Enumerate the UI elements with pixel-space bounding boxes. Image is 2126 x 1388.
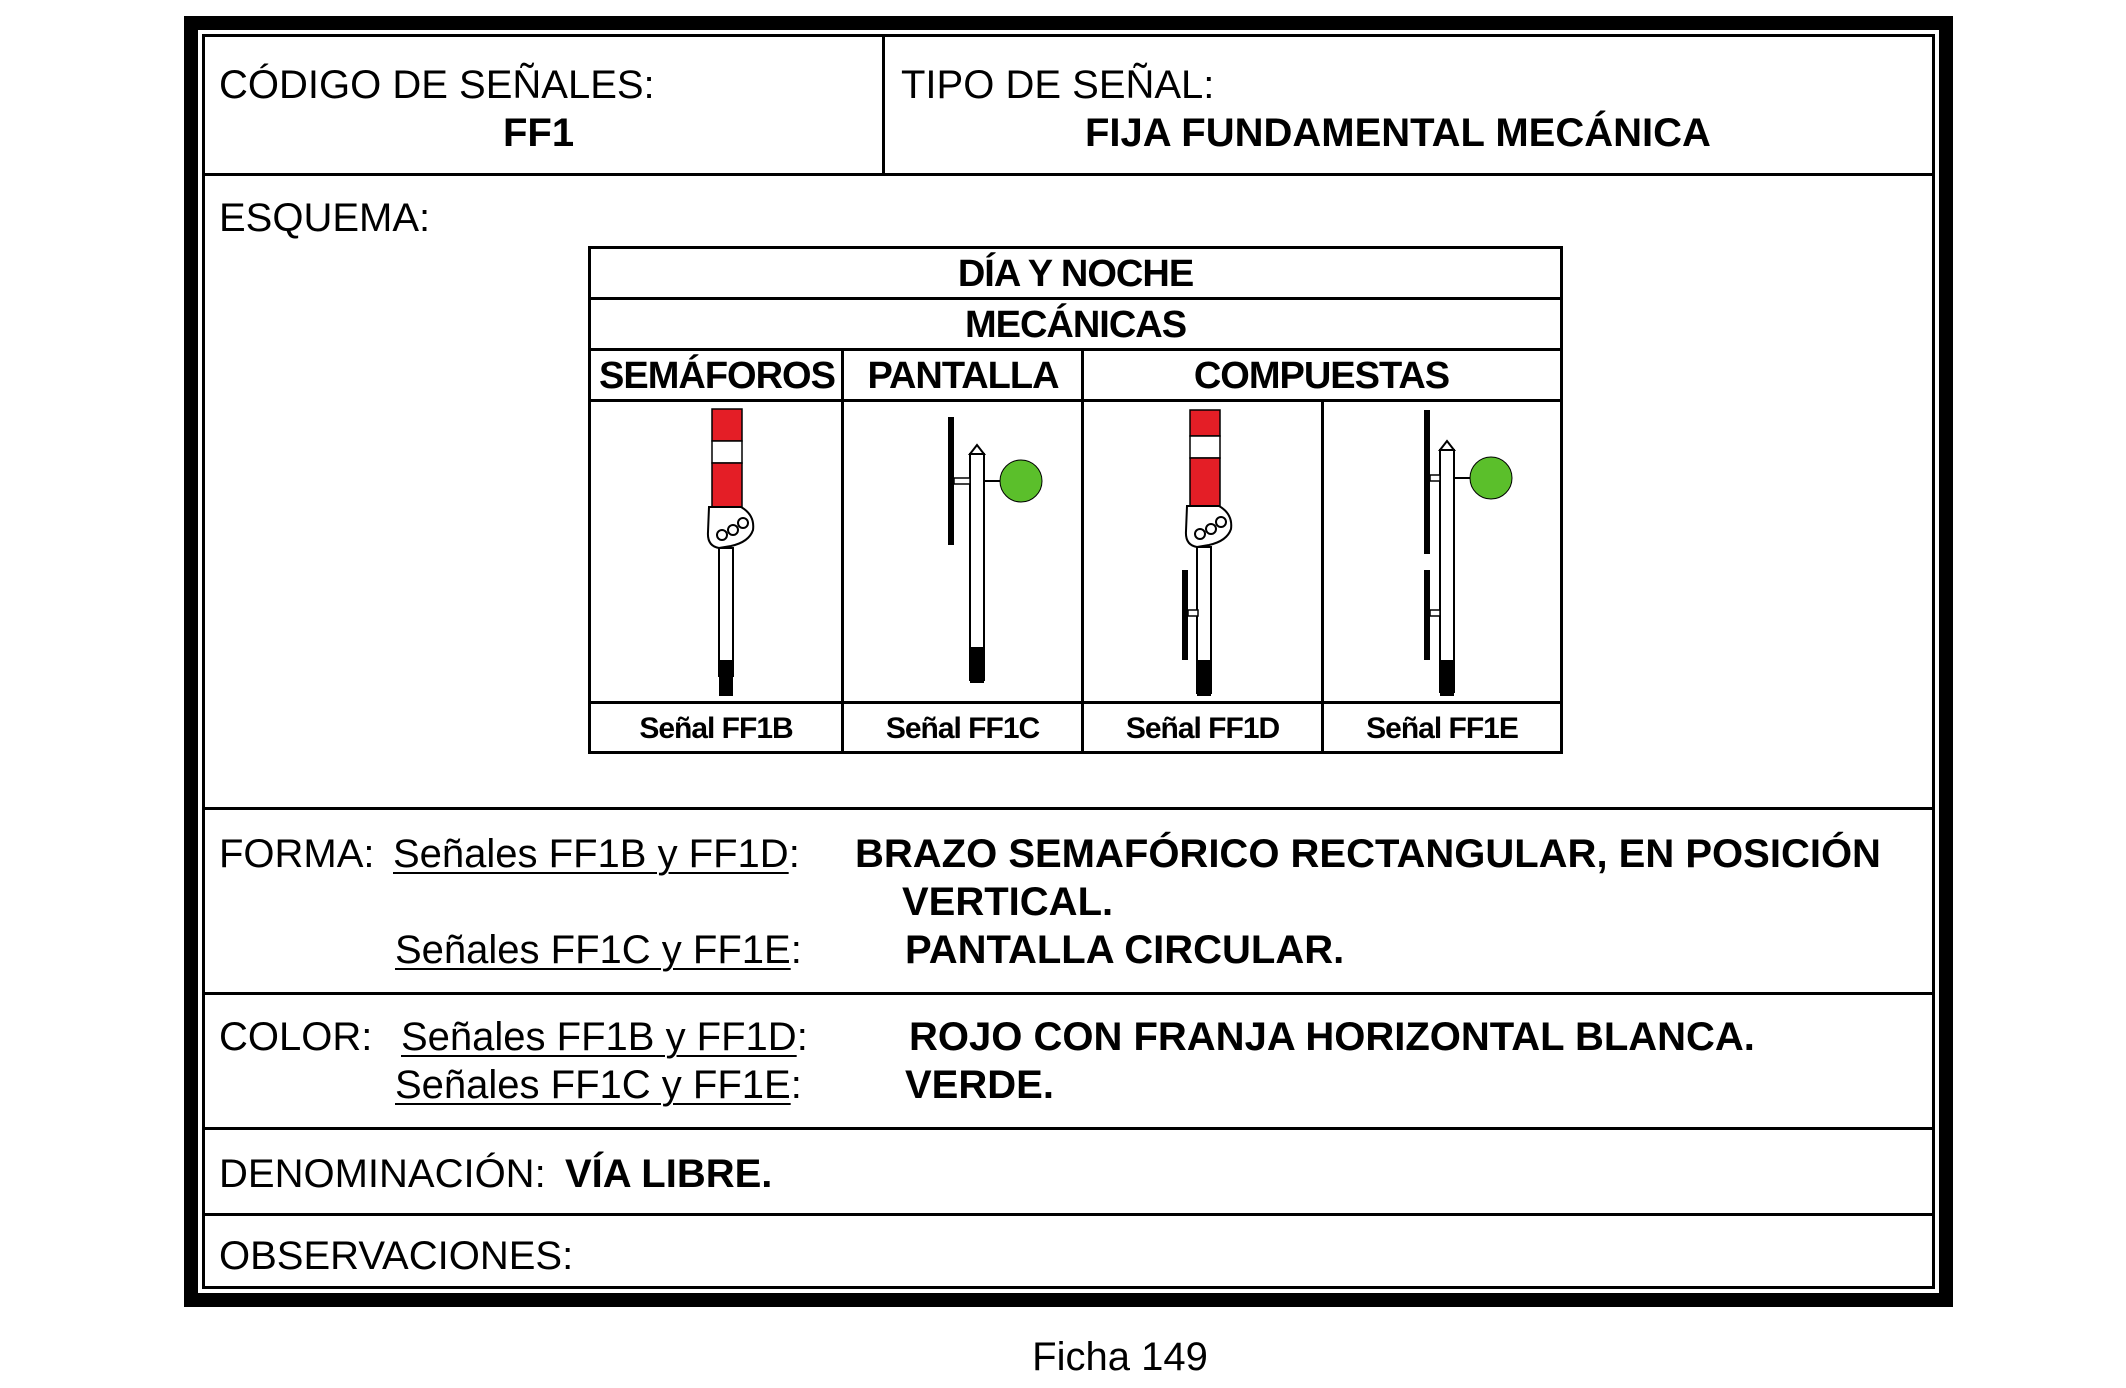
signals-table [588,246,1563,754]
codigo-label: CÓDIGO DE SEÑALES: [219,63,655,107]
codigo-value: FF1 [503,111,575,155]
signal-captions-row [591,704,1560,754]
color-value-1: ROJO CON FRANJA HORIZONTAL BLANCA. [909,1015,1755,1059]
esquema-label: ESQUEMA: [219,196,431,240]
color-label: COLOR: [219,1015,373,1059]
tipo-value: FIJA FUNDAMENTAL MECÁNICA [1085,111,1711,155]
forma-label: FORMA: [219,832,375,876]
col-compuestas: COMPUESTAS [1193,355,1450,397]
denominacion-row [205,1130,1932,1216]
header-row [205,37,1932,176]
signal-images-row [591,402,1560,704]
observaciones-row [205,1216,1932,1296]
tipo-label: TIPO DE SEÑAL: [901,63,1215,107]
table-column-headers [591,351,1560,402]
signal-ff1b-semaphore-icon [591,402,841,704]
col-semaforos: SEMÁFOROS [599,355,835,397]
caption-ff1d: Señal FF1D [1125,712,1280,745]
color-value-2: VERDE. [905,1063,1054,1107]
color-signals-ff1c-ff1e: Señales FF1C y FF1E: [395,1063,802,1107]
table-title-mecanicas: MECÁNICAS [591,300,1560,351]
observaciones-label: OBSERVACIONES: [219,1234,574,1278]
signal-ff1e-composite-screen-icon [1324,402,1560,704]
caption-ff1c: Señal FF1C [885,712,1040,745]
caption-ff1e: Señal FF1E [1366,712,1518,745]
ficha-number: Ficha 149 [1032,1335,1208,1379]
signal-ff1c-screen-icon [844,402,1081,704]
denominacion-label: DENOMINACIÓN: [219,1152,546,1196]
signal-card-frame [184,16,1953,1307]
forma-value-1-cont: VERTICAL. [902,880,1114,924]
forma-signals-ff1c-ff1e: Señales FF1C y FF1E: [395,928,802,972]
forma-value-2: PANTALLA CIRCULAR. [905,928,1345,972]
table-title-dia-noche: DÍA Y NOCHE [591,249,1560,300]
forma-row [205,810,1932,995]
col-pantalla: PANTALLA [867,355,1059,397]
color-row [205,995,1932,1130]
esquema-row [205,176,1932,810]
signal-card [202,34,1935,1289]
color-signals-ff1b-ff1d: Señales FF1B y FF1D: [401,1015,808,1059]
denominacion-value: VÍA LIBRE. [565,1152,773,1196]
signal-ff1d-composite-semaphore-icon [1084,402,1321,704]
caption-ff1b: Señal FF1B [639,712,793,745]
forma-signals-ff1b-ff1d: Señales FF1B y FF1D: [393,832,800,876]
forma-value-1: BRAZO SEMAFÓRICO RECTANGULAR, EN POSICIÓN [855,832,1881,876]
